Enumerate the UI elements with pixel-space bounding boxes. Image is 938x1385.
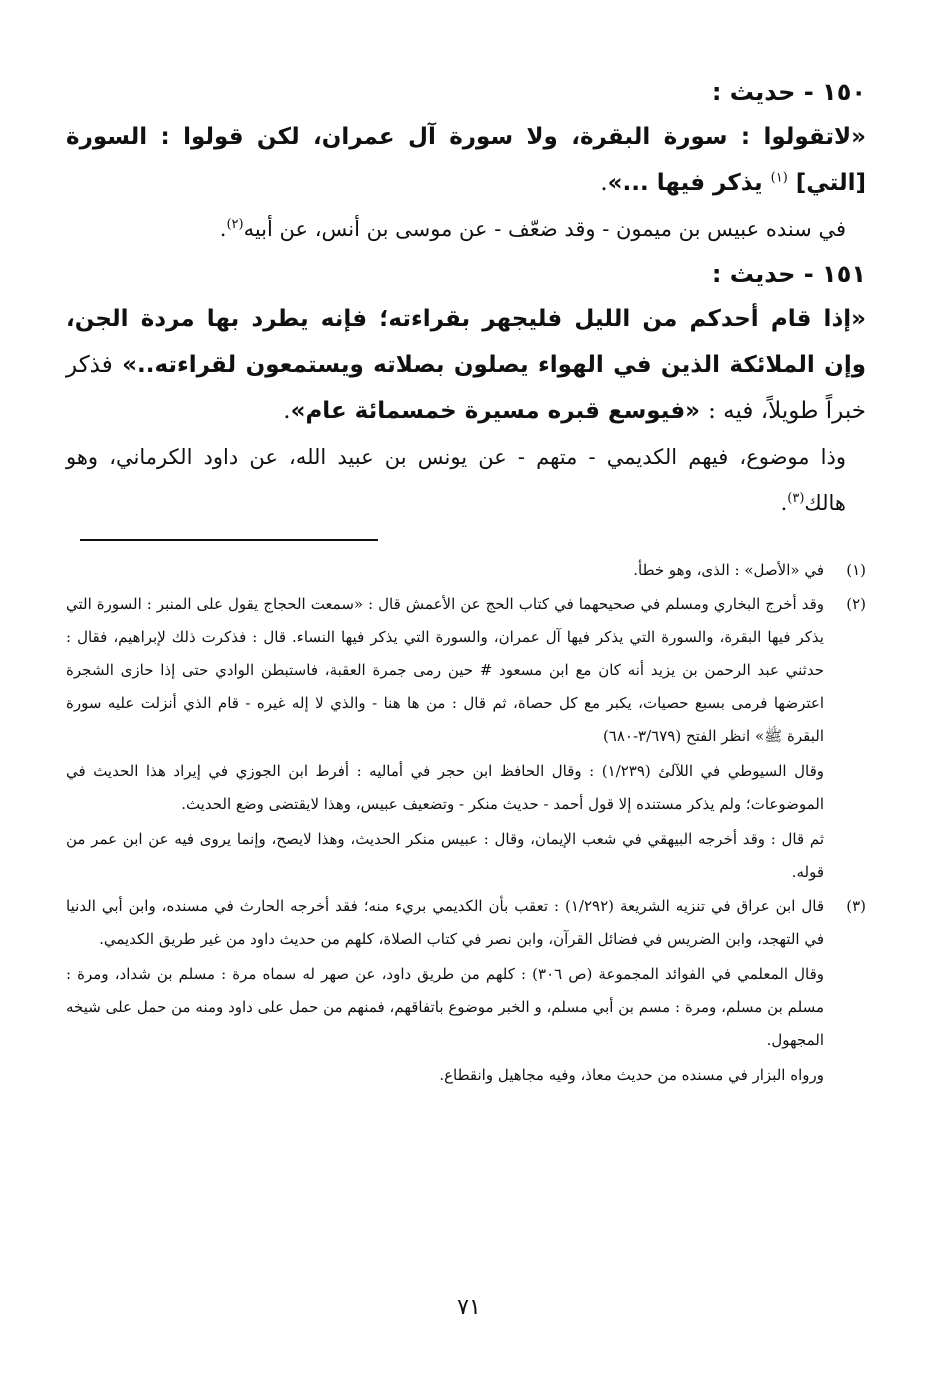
footnote-1 xyxy=(66,554,866,587)
footnote-number: (٢) xyxy=(846,595,866,613)
footnote-paragraph: وقد أخرج البخاري ومسلم في صحيحهما في كتاب الحج عن الأعمش قال : «سمعت الحجاج يقول على المنبر : السورة التي يذكر فيها البقرة، والسورة التي يذكر فيها آل عمران، والسورة التي يذكر فيها النساء. قال : فذكرت ذلك لإبراهيم، فقال : حدثني عبد الرحمن بن يزيد أنه كان مع ابن مسعود # حين رمى جمرة العقبة، فاستبطن الوادي حتى إذا حازى الشجرة اعترضها فرمى بسبع حصيات، يكبر مع كل حصاة، ثم قال : من ها هنا - والذي لا إله غيره - قام الذي أنزلت عليه سورة البقرة ﷺ» انظر الفتح (٣/٦٧٩-٦٨٠) xyxy=(66,595,825,745)
hadith-151-quote: «إذا قام أحدكم من الليل فليجهر بقراءته؛ فإنه يطرد بها مردة الجن، وإن الملائكة الذين في الهواء يصلون بصلاته ويستمعون لقراءته..» xyxy=(66,306,866,378)
hadith-151-note: وذا موضوع، فيهم الكديمي - متهم - عن يونس بن عبيد الله، عن داود الكرماني، وهو هالك xyxy=(66,445,846,515)
hadith-150-quote: «لاتقولوا : سورة البقرة، ولا سورة آل عمران، لكن قولوا : السورة [التي] xyxy=(66,124,866,196)
hadith-150-quote-end: يذكر فيها ...» xyxy=(607,170,763,196)
hadith-150-text xyxy=(66,114,866,206)
footnote-paragraph: قال ابن عراق في تنزيه الشريعة (١/٢٩٢) : تعقب بأن الكديمي بريء منه؛ فقد أخرجه الحارث في مسنده، وابن أبي الدنيا في التهجد، وابن الضريس في فضائل القرآن، وابن نصر في كتاب الصلاة، كلهم من حديث داود من غير طريق الكديمي. xyxy=(66,897,824,948)
hadith-150-quote-punct: . xyxy=(600,170,608,196)
hadith-150-heading: ١٥٠ - حديث : xyxy=(711,78,866,106)
footnote-ref-1: (١) xyxy=(770,170,788,186)
footnote-body xyxy=(66,588,824,889)
footnote-number: (٣) xyxy=(846,897,866,915)
hadith-150-note-punct: . xyxy=(219,217,227,241)
footnote-paragraph: وقال السيوطي في اللآلئ (١/٢٣٩) : وقال الحافظ ابن حجر في أماليه : أفرط ابن الجوزي في إيراد هذا الحديث في الموضوعات؛ ولم يذكر مستنده إلا قول أحمد - حديث منكر - وتضعيف عبيس، وهذا لايقتضى وضع الحديث. xyxy=(66,762,825,813)
footnote-paragraph: وقال المعلمي في الفوائد المجموعة (ص ٣٠٦) : كلهم من طريق داود، عن صهر له سماه مرة : مسلم بن شداد، ومرة : مسلم بن مسلم، ومرة : مسم بن أبي مسلم، و الخبر موضوع باتفاقهم، فمنهم من حمل على داود ومنه من حمل على شيخه المجهول. xyxy=(66,965,824,1049)
footnote-3 xyxy=(66,890,866,1092)
main-text xyxy=(66,70,866,526)
hadith-151-note-punct: . xyxy=(780,491,788,515)
footnote-ref-2: (٢) xyxy=(226,217,244,232)
hadith-151-commentary xyxy=(66,434,866,526)
hadith-151-text xyxy=(66,296,866,434)
hadith-151-quote-2-punct: . xyxy=(283,398,291,424)
footnote-paragraph: في «الأصل» : الذى، وهو خطأ. xyxy=(633,561,824,579)
footnote-body xyxy=(66,890,824,1092)
hadith-151-quote-tail: فذكر خبراً طويلاً، فيه : xyxy=(66,352,866,424)
footnote-number: (١) xyxy=(846,561,866,579)
footnote-separator xyxy=(80,539,378,541)
hadith-151-heading: ١٥١ - حديث : xyxy=(711,260,866,288)
page-number: ٧١ xyxy=(457,1295,481,1320)
footnote-body xyxy=(66,554,824,587)
footnotes xyxy=(66,554,866,1092)
footnote-ref-3: (٣) xyxy=(787,491,805,506)
hadith-150-note: في سنده عبيس بن ميمون - وقد ضعّف - عن موسى بن أنس، عن أبيه xyxy=(243,217,846,241)
footnote-2 xyxy=(66,588,866,889)
hadith-151-quote-2: «فيوسع قبره مسيرة خمسمائة عام» xyxy=(290,398,701,424)
hadith-150-commentary xyxy=(66,206,866,252)
footnote-paragraph: ثم قال : وقد أخرجه البيهقي في شعب الإيمان، وقال : عبيس منكر الحديث، وهذا لايصح، وإنما يروى فيه عن ابن عمر من قوله. xyxy=(66,830,824,881)
footnote-paragraph: ورواه البزار في مسنده من حديث معاذ، وفيه مجاهيل وانقطاع. xyxy=(439,1066,824,1084)
